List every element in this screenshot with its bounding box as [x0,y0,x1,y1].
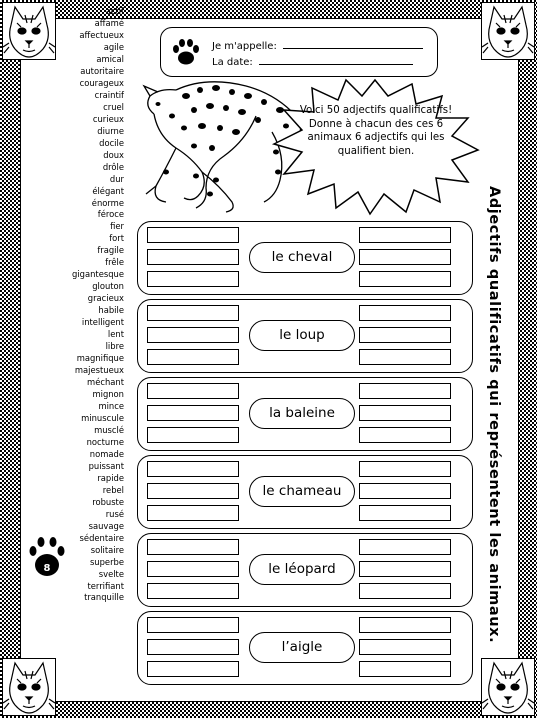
adjective-answer-box[interactable] [147,227,239,243]
adjective-item: puissant [88,460,124,471]
adjective-answer-box[interactable] [147,305,239,321]
adjective-answer-box[interactable] [147,483,239,499]
adjective-item: affamé [94,17,124,28]
animal-card [137,299,473,373]
adjective-item: rusé [105,508,124,519]
adjective-item: sédentaire [79,532,124,543]
animal-name: le loup [249,320,355,351]
adjective-item: lent [107,329,124,340]
adjective-item: doux [103,149,124,160]
adjective-answer-box[interactable] [359,505,451,521]
adjective-item: minuscule [81,412,124,423]
adjective-item: superbe [89,556,124,567]
adjective-answer-box[interactable] [359,327,451,343]
adjective-answer-box[interactable] [359,405,451,421]
adjective-item: intelligent [81,317,124,328]
adjective-answer-box[interactable] [359,249,451,265]
adjective-item: solitaire [90,544,124,555]
adjective-answer-box[interactable] [147,327,239,343]
lynx-head-icon [2,658,56,716]
adjective-answer-box[interactable] [359,617,451,633]
animal-name: le cheval [249,242,355,273]
adjective-item: dur [109,173,124,184]
adjective-item: méchant [87,377,124,388]
name-row [212,39,423,52]
animal-card [137,221,473,295]
adjective-item: fragile [97,245,124,256]
adjective-answer-box[interactable] [147,639,239,655]
animal-name: l’aigle [249,632,355,663]
date-label: La date: [212,57,253,68]
adjective-answer-box[interactable] [359,305,451,321]
animal-card [137,377,473,451]
adjective-answer-box[interactable] [359,271,451,287]
adjective-item: fier [110,221,124,232]
animal-name: le léopard [249,554,355,585]
adjective-item: rapide [97,472,124,483]
adjective-answer-box[interactable] [359,583,451,599]
adjective-answer-box[interactable] [359,227,451,243]
adjective-item: majestueux [74,365,124,376]
adjective-item: rebel [102,484,124,495]
adjective-item: amical [96,53,124,64]
adjective-answer-box[interactable] [359,483,451,499]
adjective-answer-box[interactable] [147,661,239,677]
adjective-item: mignon [92,389,124,399]
lynx-head-icon [2,2,56,60]
adjective-answer-box[interactable] [359,383,451,399]
adjective-item: fort [109,233,124,244]
adjective-item: drôle [102,161,124,172]
adjective-answer-box[interactable] [147,427,239,443]
adjective-item: docile [99,137,124,148]
adjective-answer-box[interactable] [359,461,451,477]
date-line[interactable] [259,55,413,65]
adjective-item: agile [103,41,124,52]
animal-card [137,455,473,529]
adjective-item: musclé [94,424,124,435]
adjective-item: magnifique [76,353,124,364]
adjective-item: svelte [98,568,124,579]
adjective-item: curieux [92,113,124,124]
paw-print-icon [172,37,200,67]
adjective-answer-box[interactable] [147,405,239,421]
vertical-title: Adjectifs qualificatifs qui représentent les animaux. [486,186,502,644]
adjective-answer-box[interactable] [359,661,451,677]
lynx-head-icon [481,658,535,716]
animal-name: le chameau [249,476,355,507]
adjective-item: actif [105,6,124,16]
adjective-item: courageux [79,77,124,88]
adjective-item: nocturne [86,436,124,447]
animal-card [137,611,473,685]
adjective-item: habile [98,305,124,316]
lynx-head-icon [481,2,535,60]
adjective-item: glouton [92,281,124,292]
name-line[interactable] [283,39,423,49]
adjective-answer-box[interactable] [147,271,239,287]
adjective-item: gigantesque [72,269,124,280]
vertical-title-container [482,186,502,644]
adjective-answer-box[interactable] [359,539,451,555]
adjective-item: élégant [92,185,124,196]
adjective-item: cruel [103,101,124,112]
adjective-answer-box[interactable] [359,639,451,655]
adjective-answer-box[interactable] [147,505,239,521]
adjective-list [62,6,124,604]
adjective-answer-box[interactable] [359,561,451,577]
adjective-item: terrifiant [87,580,124,591]
adjective-item: frêle [105,257,124,268]
adjective-item: autoritaire [80,65,124,76]
adjective-answer-box[interactable] [147,349,239,365]
adjective-answer-box[interactable] [147,383,239,399]
adjective-item: énorme [91,197,124,208]
name-date-box [160,27,438,77]
page-number: 8 [43,563,51,574]
adjective-item: libre [105,341,124,352]
adjective-item: gracieux [87,293,124,304]
adjective-answer-box[interactable] [147,583,239,599]
adjective-item: tranquille [84,592,124,603]
adjective-item: craintif [94,89,124,100]
adjective-item: nomade [89,448,124,459]
adjective-item: mince [98,400,124,411]
adjective-item: sauvage [88,520,124,531]
adjective-item: robuste [92,496,124,507]
adjective-item: féroce [97,209,124,220]
adjective-answer-box[interactable] [359,427,451,443]
instructions-text: Voici 50 adjectifs qualificatifs! Donne à chacun des ces 6 animaux 6 adjectifs qui les qualifient bien. [299,105,453,157]
animal-name: la baleine [249,398,355,429]
adjective-item: diurne [97,125,124,136]
adjective-answer-box[interactable] [147,539,239,555]
adjective-answer-box[interactable] [147,561,239,577]
animal-card [137,533,473,607]
adjective-item: affectueux [79,29,124,40]
adjective-answer-box[interactable] [147,249,239,265]
adjective-answer-box[interactable] [147,617,239,633]
adjective-answer-box[interactable] [359,349,451,365]
name-label: Je m'appelle: [212,41,277,52]
date-row [212,55,413,68]
adjective-answer-box[interactable] [147,461,239,477]
